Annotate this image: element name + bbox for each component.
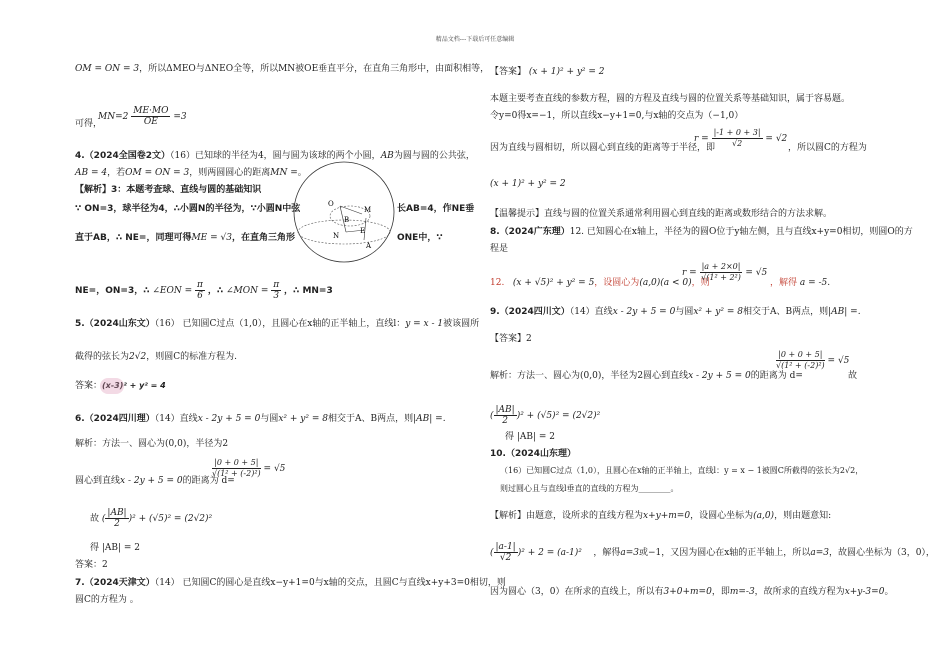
mn-formula — [98, 106, 187, 127]
problem-10-solution-3 — [490, 586, 893, 598]
problem-4-analysis-2-right: 长AB=4，作NE垂 — [397, 204, 475, 214]
problem-4-analysis-3 — [75, 232, 295, 244]
problem-6-distance — [75, 475, 235, 487]
problem-4-analysis-3-right: ONE中，∵ — [397, 233, 443, 243]
denominator: √(1² + (-2)²) — [212, 469, 261, 478]
math: )² + (√5)² = (2√2)² — [516, 411, 601, 421]
problem-8-solve — [770, 277, 830, 289]
math: ∠EON = — [152, 286, 193, 296]
problem-5-line-1 — [75, 318, 479, 330]
fraction — [494, 405, 517, 426]
problem-9-chord-eq: ( $\frac{|AB|}{2}$ )² + (√5)² = (2√2)² — [490, 405, 601, 426]
text: 。 — [884, 587, 894, 597]
problem-7-line-2: 圆C的方程为 。 — [75, 595, 139, 605]
text: ，设圆心为 — [594, 278, 640, 288]
text: 截得的弦长为 — [75, 352, 130, 362]
fraction — [212, 458, 261, 479]
text: 与圆 — [260, 414, 279, 424]
problem-6-answer: 答案：2 — [75, 560, 108, 570]
denominator: 2 — [114, 519, 120, 529]
math: x+y-3=0 — [844, 587, 885, 597]
text: 或−1，又因为圆心在x轴的正半轴上，所以 — [638, 548, 811, 558]
text: ，∴ MN=3 — [284, 286, 333, 296]
right-text-3: 因为直线与圆相切，所以圆心到直线的距离等于半径，即 — [490, 143, 716, 153]
text: ，解得 — [770, 278, 798, 288]
answer-label: 答案： — [75, 381, 103, 391]
math: m=-3 — [729, 587, 755, 597]
answer-label: 【答案】 — [490, 67, 527, 77]
math: (x + √5)² + y² = 5 — [512, 278, 595, 288]
text: ，解得 — [593, 548, 621, 558]
problem-9-line-1 — [490, 306, 861, 318]
text: 为圆与圆的公共弦， — [393, 151, 475, 161]
text: 相交于A、B两点，则 — [327, 414, 414, 424]
problem-head: 6.（2024四川理） — [75, 414, 155, 424]
text: 的距离为 d= — [750, 371, 803, 381]
figure-label: A — [366, 242, 372, 250]
answer-number: 12. — [490, 278, 505, 288]
text: 解析：方法一、圆心为(0,0)，半径为2圆心到直线 — [490, 371, 689, 381]
text: （14）直线 — [154, 414, 198, 424]
circle-equation: (x + 1)² + y² = 2 — [490, 179, 566, 189]
math: 3+0+m=0 — [663, 587, 712, 597]
problem-head: 9.（2024四川文） — [490, 307, 570, 317]
text: 因为圆心（3，0）在所求的直线上，所以有 — [490, 587, 664, 597]
figure-label: N — [333, 232, 340, 240]
math: a = -5 — [799, 278, 828, 288]
fraction — [131, 106, 170, 127]
fraction — [700, 262, 743, 283]
text: ，则 — [691, 278, 710, 288]
math: a=3 — [620, 548, 639, 558]
answer-line — [490, 66, 605, 78]
text: ，所以ΔMEO与ΔNEO全等，所以MN被OE垂直平分，在直角三角形中，由面积相等， — [139, 64, 490, 74]
numerator: |-1 + 0 + 3| — [713, 128, 761, 137]
text: ，即 — [711, 587, 730, 597]
text: . — [827, 278, 831, 288]
problem-5-line-2 — [75, 351, 237, 363]
fraction — [271, 280, 281, 301]
numerator: π — [273, 280, 280, 290]
problem-4-line-1 — [75, 150, 475, 162]
problem-7-line-1 — [75, 577, 506, 589]
math: (x + 1)² + y² = 2 — [528, 67, 605, 77]
problem-10-text-1: （16）已知圆C过点（1,0），且圆心在x轴的正半轴上，直线l：y = x − 1被圆C所截得的弦长为2√2， — [500, 466, 864, 475]
math: = √5 — [745, 268, 768, 278]
math: x² + y² = 8 — [693, 307, 743, 317]
text: （14） 已知圆C的圆心是直线x−y+1=0与x轴的交点，且圆C与直线x+y+3=0相切，则 — [154, 578, 506, 588]
problem-8-answer — [490, 277, 710, 289]
math: x - 2y + 5 = 0 — [688, 371, 751, 381]
text: 相交于A、B两点，则 — [742, 307, 829, 317]
math: x² + y² = 8 — [278, 414, 328, 424]
denominator: 3 — [273, 291, 280, 301]
math: x - 2y + 5 = 0 — [120, 476, 183, 486]
figure-label: B — [344, 216, 350, 224]
math: OM = ON = 3 — [75, 64, 140, 74]
problem-6-distance-formula — [212, 458, 285, 479]
text: （14）直线 — [569, 307, 613, 317]
problem-4-analysis-1: 【解析】3：本题考查球、直线与圆的基础知识 — [75, 185, 262, 195]
math: OM = ON = 3 — [125, 168, 190, 178]
numerator: π — [197, 280, 203, 290]
right-text-2: 令y=0得x=−1，所以直线x−y+1=0,与x轴的交点为（−1,0） — [490, 111, 744, 121]
text: NE=，ON=3，∴ — [75, 286, 150, 296]
text: ，∴ — [207, 286, 224, 296]
figure-label: O — [328, 200, 334, 208]
denominator: √(1² + 2²) — [701, 273, 741, 282]
text: ，故所求的直线方程为 — [754, 587, 845, 597]
problem-6-chord-eq: 故 ( $\frac{|AB|}{2}$ )² + (√5)² = (2√2)² — [90, 508, 213, 529]
problem-head: 5.（2024山东文） — [75, 319, 155, 329]
math: |AB| = — [828, 307, 858, 317]
tip-text: 【温馨提示】直线与圆的位置关系通常利用圆心到直线的距离或数形结合的方法求解。 — [490, 209, 833, 219]
denominator: √2 — [499, 553, 512, 563]
numerator: |a-1| — [495, 542, 516, 552]
text: 圆心到直线 — [75, 476, 121, 486]
math: AB = 4 — [75, 168, 108, 178]
fraction — [105, 508, 128, 529]
fraction — [195, 280, 205, 301]
math: (a,0)(a < 0) — [639, 278, 692, 288]
problem-10-solution-1 — [490, 510, 831, 522]
text: 被该圆所 — [443, 319, 480, 329]
problem-6-line-1 — [75, 413, 446, 425]
watermark-stamp — [100, 378, 124, 394]
numerator: |0 + 0 + 5| — [212, 458, 261, 469]
math: r = — [694, 134, 709, 144]
problem-8-line-1 — [490, 226, 913, 238]
math: y = x - 1 — [405, 319, 444, 329]
fraction — [494, 542, 518, 563]
math: MN = — [270, 168, 298, 178]
numerator: |0 + 0 + 5| — [776, 350, 825, 361]
math: =3 — [173, 112, 187, 122]
text: ，故圆心坐标为（3，0）， — [828, 548, 935, 558]
figure-label: E — [360, 227, 366, 235]
text: 12. 已知圆心在x轴上，半径为的圆O位于y轴左侧，且与直线x+y=0相切，则圆O的方 — [569, 227, 913, 237]
math: MN=2 — [98, 112, 129, 122]
numerator: ME·MO — [133, 106, 169, 116]
denominator: 6 — [197, 291, 203, 301]
math: ME = √3 — [191, 233, 232, 243]
sphere-outline — [294, 162, 394, 262]
math: ∠MON = — [225, 286, 269, 296]
math: x - 2y + 5 = 0 — [197, 414, 261, 424]
figure-label: M — [364, 206, 372, 214]
text: 故 — [90, 514, 100, 524]
math: 2√2 — [129, 352, 147, 362]
text: 的距离为 d= — [182, 476, 235, 486]
fraction — [776, 350, 825, 371]
problem-4-analysis-4 — [75, 280, 333, 301]
math: a=3 — [810, 548, 829, 558]
math: = √2 — [765, 134, 788, 144]
problem-8-radius — [682, 262, 767, 283]
problem-4-analysis-2: ∵ ON=3，球半径为4，∴小圆N的半径为，∵小圆N中弦 — [75, 204, 301, 214]
math: AB — [380, 151, 394, 161]
problem-10-head: 10.（2024山东理） — [490, 449, 576, 459]
math: |AB| = — [413, 414, 443, 424]
problem-6-result: 得 |AB| = 2 — [90, 543, 141, 553]
text: ，则两圆圆心的距离 — [189, 168, 271, 178]
radius-formula — [694, 128, 787, 149]
denominator: 2 — [502, 416, 508, 426]
right-text-3b: ，所以圆C的方程为 — [788, 143, 867, 153]
denominator: OE — [143, 117, 158, 127]
text: ，设圆心坐标为 — [690, 511, 754, 521]
problem-8-line-2: 程是 — [490, 244, 509, 254]
text: . — [442, 414, 446, 424]
fraction — [712, 128, 763, 149]
math: )² + (√5)² = (2√2)² — [128, 514, 213, 524]
denominator: √(1² + (-2)²) — [776, 361, 825, 370]
left-line-1 — [75, 63, 489, 75]
problem-9-result: 得 |AB| = 2 — [505, 432, 556, 442]
problem-4-line-2 — [75, 167, 307, 179]
page-header-note: 精品文档---下载后可任意编辑 — [435, 36, 515, 43]
answer-math: (x-3)² + y² = 4 — [102, 381, 166, 390]
problem-head: 7.（2024天津文） — [75, 578, 155, 588]
text: 直于AB，∴ NE=，同理可得 — [75, 233, 192, 243]
numerator: |a + 2×0| — [701, 262, 741, 271]
text: （16）已知球的半径为4，圆与圆为该球的两个小圆， — [170, 151, 381, 161]
text: . — [857, 307, 861, 317]
problem-head: 4.（2024全国卷2文） — [75, 151, 170, 161]
text: 。 — [297, 168, 307, 178]
math: (a,0) — [753, 511, 775, 521]
text: 与圆 — [675, 307, 694, 317]
text: 可得， — [75, 119, 103, 129]
problem-9-gu: 故 — [848, 371, 858, 381]
math: x - 2y + 5 = 0 — [612, 307, 676, 317]
text: ，若 — [107, 168, 126, 178]
sphere-figure — [292, 160, 396, 264]
math: r = — [682, 268, 697, 278]
text: ，则由题意知: — [774, 511, 832, 521]
problem-10-solution-2: ( $\frac{|a-1|}{√2}$ )² + 2 = (a-1)² ，解得a=3或−1，又因为圆心在x轴的正半轴上，所以a=3，故圆心坐标为（3，0）， — [490, 542, 935, 563]
text: （16） 已知圆C过点（1,0），且圆心在x轴的正半轴上，直线l： — [154, 319, 406, 329]
numerator: |AB| — [495, 405, 515, 415]
problem-10-text-2: 则过圆心且与直线l垂直的直线的方程为________。 — [500, 484, 679, 493]
text: ，则圆C的标准方程为. — [146, 352, 237, 362]
denominator: √2 — [731, 139, 743, 148]
math: x+y+m=0 — [643, 511, 691, 521]
problem-9-answer: 【答案】2 — [490, 334, 532, 344]
math: = √5 — [827, 356, 850, 366]
math: = √5 — [263, 464, 286, 474]
right-text-1: 本题主要考查直线的参数方程，圆的方程及直线与圆的位置关系等基础知识，属于容易题。 — [490, 94, 851, 104]
problem-head: 8.（2024广东理） — [490, 227, 570, 237]
math: )² + 2 = (a-1)² — [517, 548, 582, 558]
text: ，在直角三角形 — [231, 233, 295, 243]
problem-9-distance-formula — [776, 350, 849, 371]
problem-9-solution — [490, 370, 803, 382]
text: 【解析】由题意，设所求的直线方程为 — [490, 511, 644, 521]
numerator: |AB| — [107, 508, 127, 518]
problem-6-solution: 解析：方法一、圆心为(0,0)，半径为2 — [75, 439, 229, 449]
